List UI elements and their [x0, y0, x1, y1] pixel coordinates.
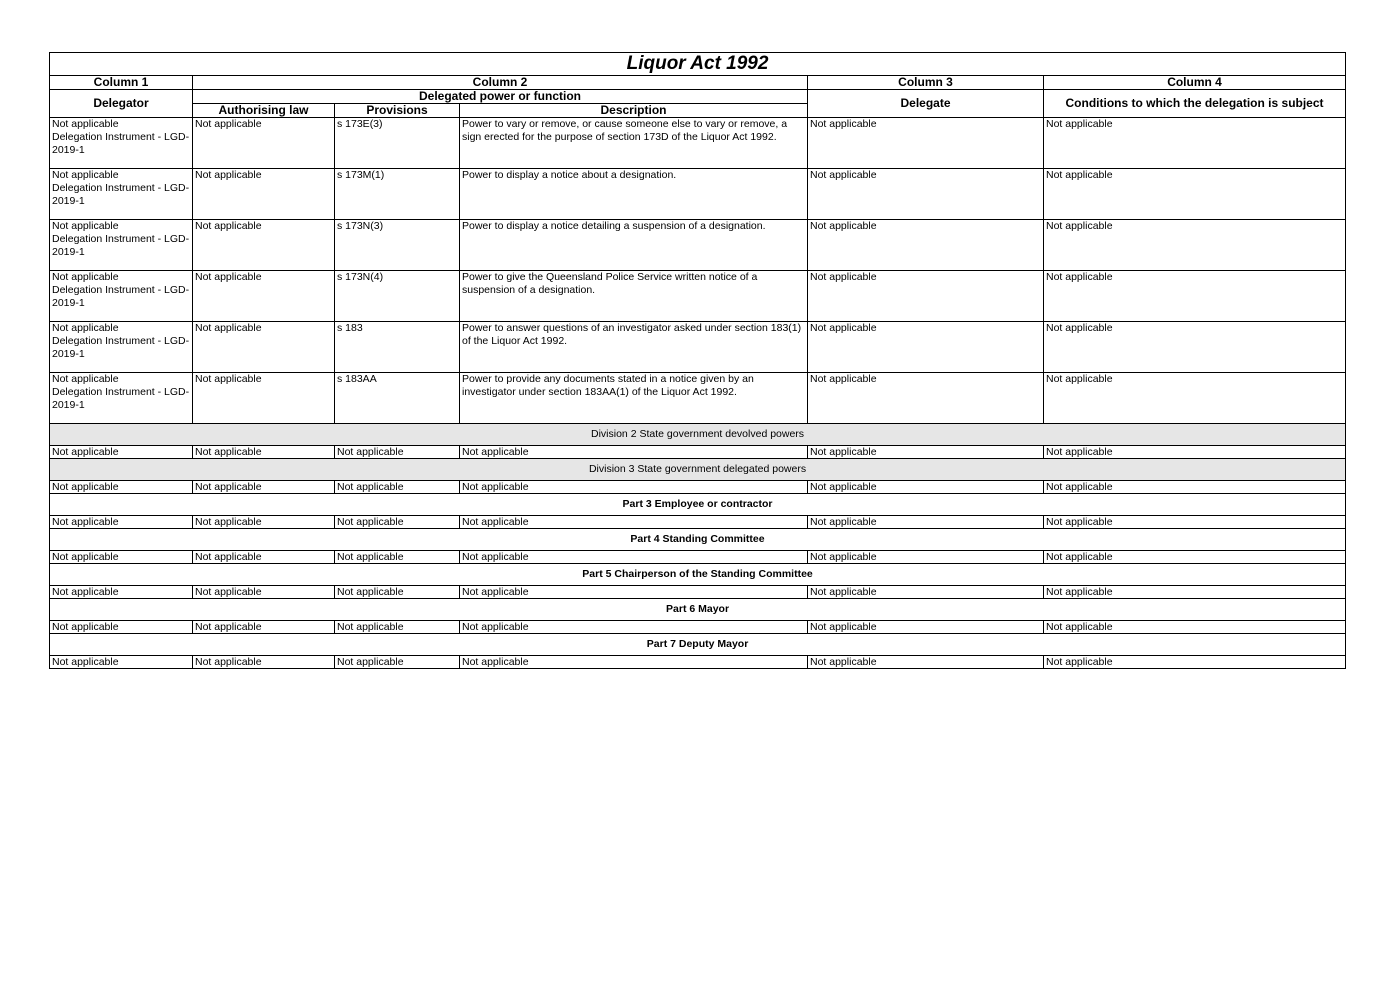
section-heading: Division 2 State government devolved powers: [50, 424, 1346, 446]
na-cell: Not applicable: [193, 446, 335, 459]
description-cell: Power to display a notice about a designation.: [460, 169, 808, 220]
na-cell: Not applicable: [335, 621, 460, 634]
section-row-part-3: [50, 494, 1346, 516]
na-cell: Not applicable: [50, 516, 193, 529]
table-row: [50, 271, 1346, 322]
provision-cell: s 173N(3): [335, 220, 460, 271]
not-applicable-row: [50, 516, 1346, 529]
section-heading: Part 4 Standing Committee: [50, 529, 1346, 551]
na-cell: Not applicable: [335, 516, 460, 529]
not-applicable-row: [50, 621, 1346, 634]
delegate-header: Delegate: [808, 90, 1044, 118]
section-row-part-6: [50, 599, 1346, 621]
section-heading: Part 3 Employee or contractor: [50, 494, 1346, 516]
description-cell: Power to provide any documents stated in a notice given by an investigator under section 183AA(1) of the Liquor Act 1992.: [460, 373, 808, 424]
delegate-cell: Not applicable: [808, 169, 1044, 220]
delegator-cell: Not applicable Delegation Instrument - LGD-2019-1: [50, 271, 193, 322]
title-row: [50, 53, 1346, 76]
na-cell: Not applicable: [1044, 516, 1346, 529]
conditions-cell: Not applicable: [1044, 271, 1346, 322]
na-cell: Not applicable: [50, 446, 193, 459]
na-cell: Not applicable: [335, 481, 460, 494]
na-cell: Not applicable: [808, 586, 1044, 599]
delegator-cell: Not applicable Delegation Instrument - LGD-2019-1: [50, 373, 193, 424]
delegator-cell: Not applicable Delegation Instrument - LGD-2019-1: [50, 322, 193, 373]
conditions-cell: Not applicable: [1044, 373, 1346, 424]
authorising-law-cell: Not applicable: [193, 118, 335, 169]
delegator-header: Delegator: [50, 90, 193, 118]
section-heading: Part 6 Mayor: [50, 599, 1346, 621]
table-row: [50, 373, 1346, 424]
delegator-cell: Not applicable Delegation Instrument - LGD-2019-1: [50, 118, 193, 169]
column-1-header: Column 1: [50, 76, 193, 90]
authorising-law-cell: Not applicable: [193, 271, 335, 322]
na-cell: Not applicable: [335, 551, 460, 564]
description-cell: Power to answer questions of an investigator asked under section 183(1) of the Liquor Act 1992.: [460, 322, 808, 373]
na-cell: Not applicable: [808, 446, 1044, 459]
na-cell: Not applicable: [808, 621, 1044, 634]
na-cell: Not applicable: [335, 446, 460, 459]
not-applicable-row: [50, 551, 1346, 564]
na-cell: Not applicable: [1044, 656, 1346, 669]
provision-cell: s 183: [335, 322, 460, 373]
delegated-power-header: Delegated power or function: [193, 90, 808, 104]
delegate-cell: Not applicable: [808, 118, 1044, 169]
description-cell: Power to display a notice detailing a suspension of a designation.: [460, 220, 808, 271]
na-cell: Not applicable: [50, 621, 193, 634]
provision-cell: s 173M(1): [335, 169, 460, 220]
description-cell: Power to vary or remove, or cause someone else to vary or remove, a sign erected for the purpose of section 173D of the Liquor Act 1992.: [460, 118, 808, 169]
authorising-law-cell: Not applicable: [193, 169, 335, 220]
provision-cell: s 173E(3): [335, 118, 460, 169]
column-number-row: [50, 76, 1346, 90]
provision-cell: s 173N(4): [335, 271, 460, 322]
not-applicable-row: [50, 656, 1346, 669]
delegate-cell: Not applicable: [808, 373, 1044, 424]
section-row-part-4: [50, 529, 1346, 551]
na-cell: Not applicable: [460, 586, 808, 599]
na-cell: Not applicable: [460, 551, 808, 564]
na-cell: Not applicable: [193, 656, 335, 669]
na-cell: Not applicable: [808, 516, 1044, 529]
na-cell: Not applicable: [50, 551, 193, 564]
na-cell: Not applicable: [335, 586, 460, 599]
table-row: [50, 322, 1346, 373]
na-cell: Not applicable: [1044, 586, 1346, 599]
na-cell: Not applicable: [193, 551, 335, 564]
delegator-cell: Not applicable Delegation Instrument - LGD-2019-1: [50, 169, 193, 220]
na-cell: Not applicable: [193, 516, 335, 529]
na-cell: Not applicable: [1044, 621, 1346, 634]
na-cell: Not applicable: [50, 586, 193, 599]
section-row-part-7: [50, 634, 1346, 656]
column-3-header: Column 3: [808, 76, 1044, 90]
not-applicable-row: [50, 481, 1346, 494]
not-applicable-row: [50, 586, 1346, 599]
na-cell: Not applicable: [193, 586, 335, 599]
conditions-cell: Not applicable: [1044, 118, 1346, 169]
na-cell: Not applicable: [808, 551, 1044, 564]
na-cell: Not applicable: [460, 481, 808, 494]
conditions-cell: Not applicable: [1044, 322, 1346, 373]
na-cell: Not applicable: [808, 481, 1044, 494]
table-row: [50, 220, 1346, 271]
na-cell: Not applicable: [193, 621, 335, 634]
authorising-law-cell: Not applicable: [193, 220, 335, 271]
authorising-law-cell: Not applicable: [193, 373, 335, 424]
na-cell: Not applicable: [808, 656, 1044, 669]
na-cell: Not applicable: [50, 481, 193, 494]
table-title: Liquor Act 1992: [50, 53, 1346, 76]
na-cell: Not applicable: [1044, 446, 1346, 459]
column-4-header: Column 4: [1044, 76, 1346, 90]
provision-cell: s 183AA: [335, 373, 460, 424]
description-header: Description: [460, 104, 808, 118]
authorising-law-cell: Not applicable: [193, 322, 335, 373]
delegator-cell: Not applicable Delegation Instrument - LGD-2019-1: [50, 220, 193, 271]
na-cell: Not applicable: [1044, 551, 1346, 564]
delegate-cell: Not applicable: [808, 271, 1044, 322]
column-2-header: Column 2: [193, 76, 808, 90]
section-heading: Division 3 State government delegated powers: [50, 459, 1346, 481]
not-applicable-row: [50, 446, 1346, 459]
conditions-header: Conditions to which the delegation is subject: [1044, 90, 1346, 118]
delegation-table: [49, 52, 1346, 669]
na-cell: Not applicable: [460, 516, 808, 529]
section-heading: Part 7 Deputy Mayor: [50, 634, 1346, 656]
table-row: [50, 118, 1346, 169]
section-row-division-2: [50, 424, 1346, 446]
na-cell: Not applicable: [460, 621, 808, 634]
section-row-part-5: [50, 564, 1346, 586]
na-cell: Not applicable: [460, 446, 808, 459]
na-cell: Not applicable: [50, 656, 193, 669]
conditions-cell: Not applicable: [1044, 169, 1346, 220]
conditions-cell: Not applicable: [1044, 220, 1346, 271]
description-cell: Power to give the Queensland Police Service written notice of a suspension of a designation.: [460, 271, 808, 322]
provisions-header: Provisions: [335, 104, 460, 118]
na-cell: Not applicable: [1044, 481, 1346, 494]
na-cell: Not applicable: [193, 481, 335, 494]
authorising-law-header: Authorising law: [193, 104, 335, 118]
section-heading: Part 5 Chairperson of the Standing Committee: [50, 564, 1346, 586]
table-row: [50, 169, 1346, 220]
na-cell: Not applicable: [335, 656, 460, 669]
header-row-1: [50, 90, 1346, 104]
delegate-cell: Not applicable: [808, 220, 1044, 271]
na-cell: Not applicable: [460, 656, 808, 669]
section-row-division-3: [50, 459, 1346, 481]
delegate-cell: Not applicable: [808, 322, 1044, 373]
